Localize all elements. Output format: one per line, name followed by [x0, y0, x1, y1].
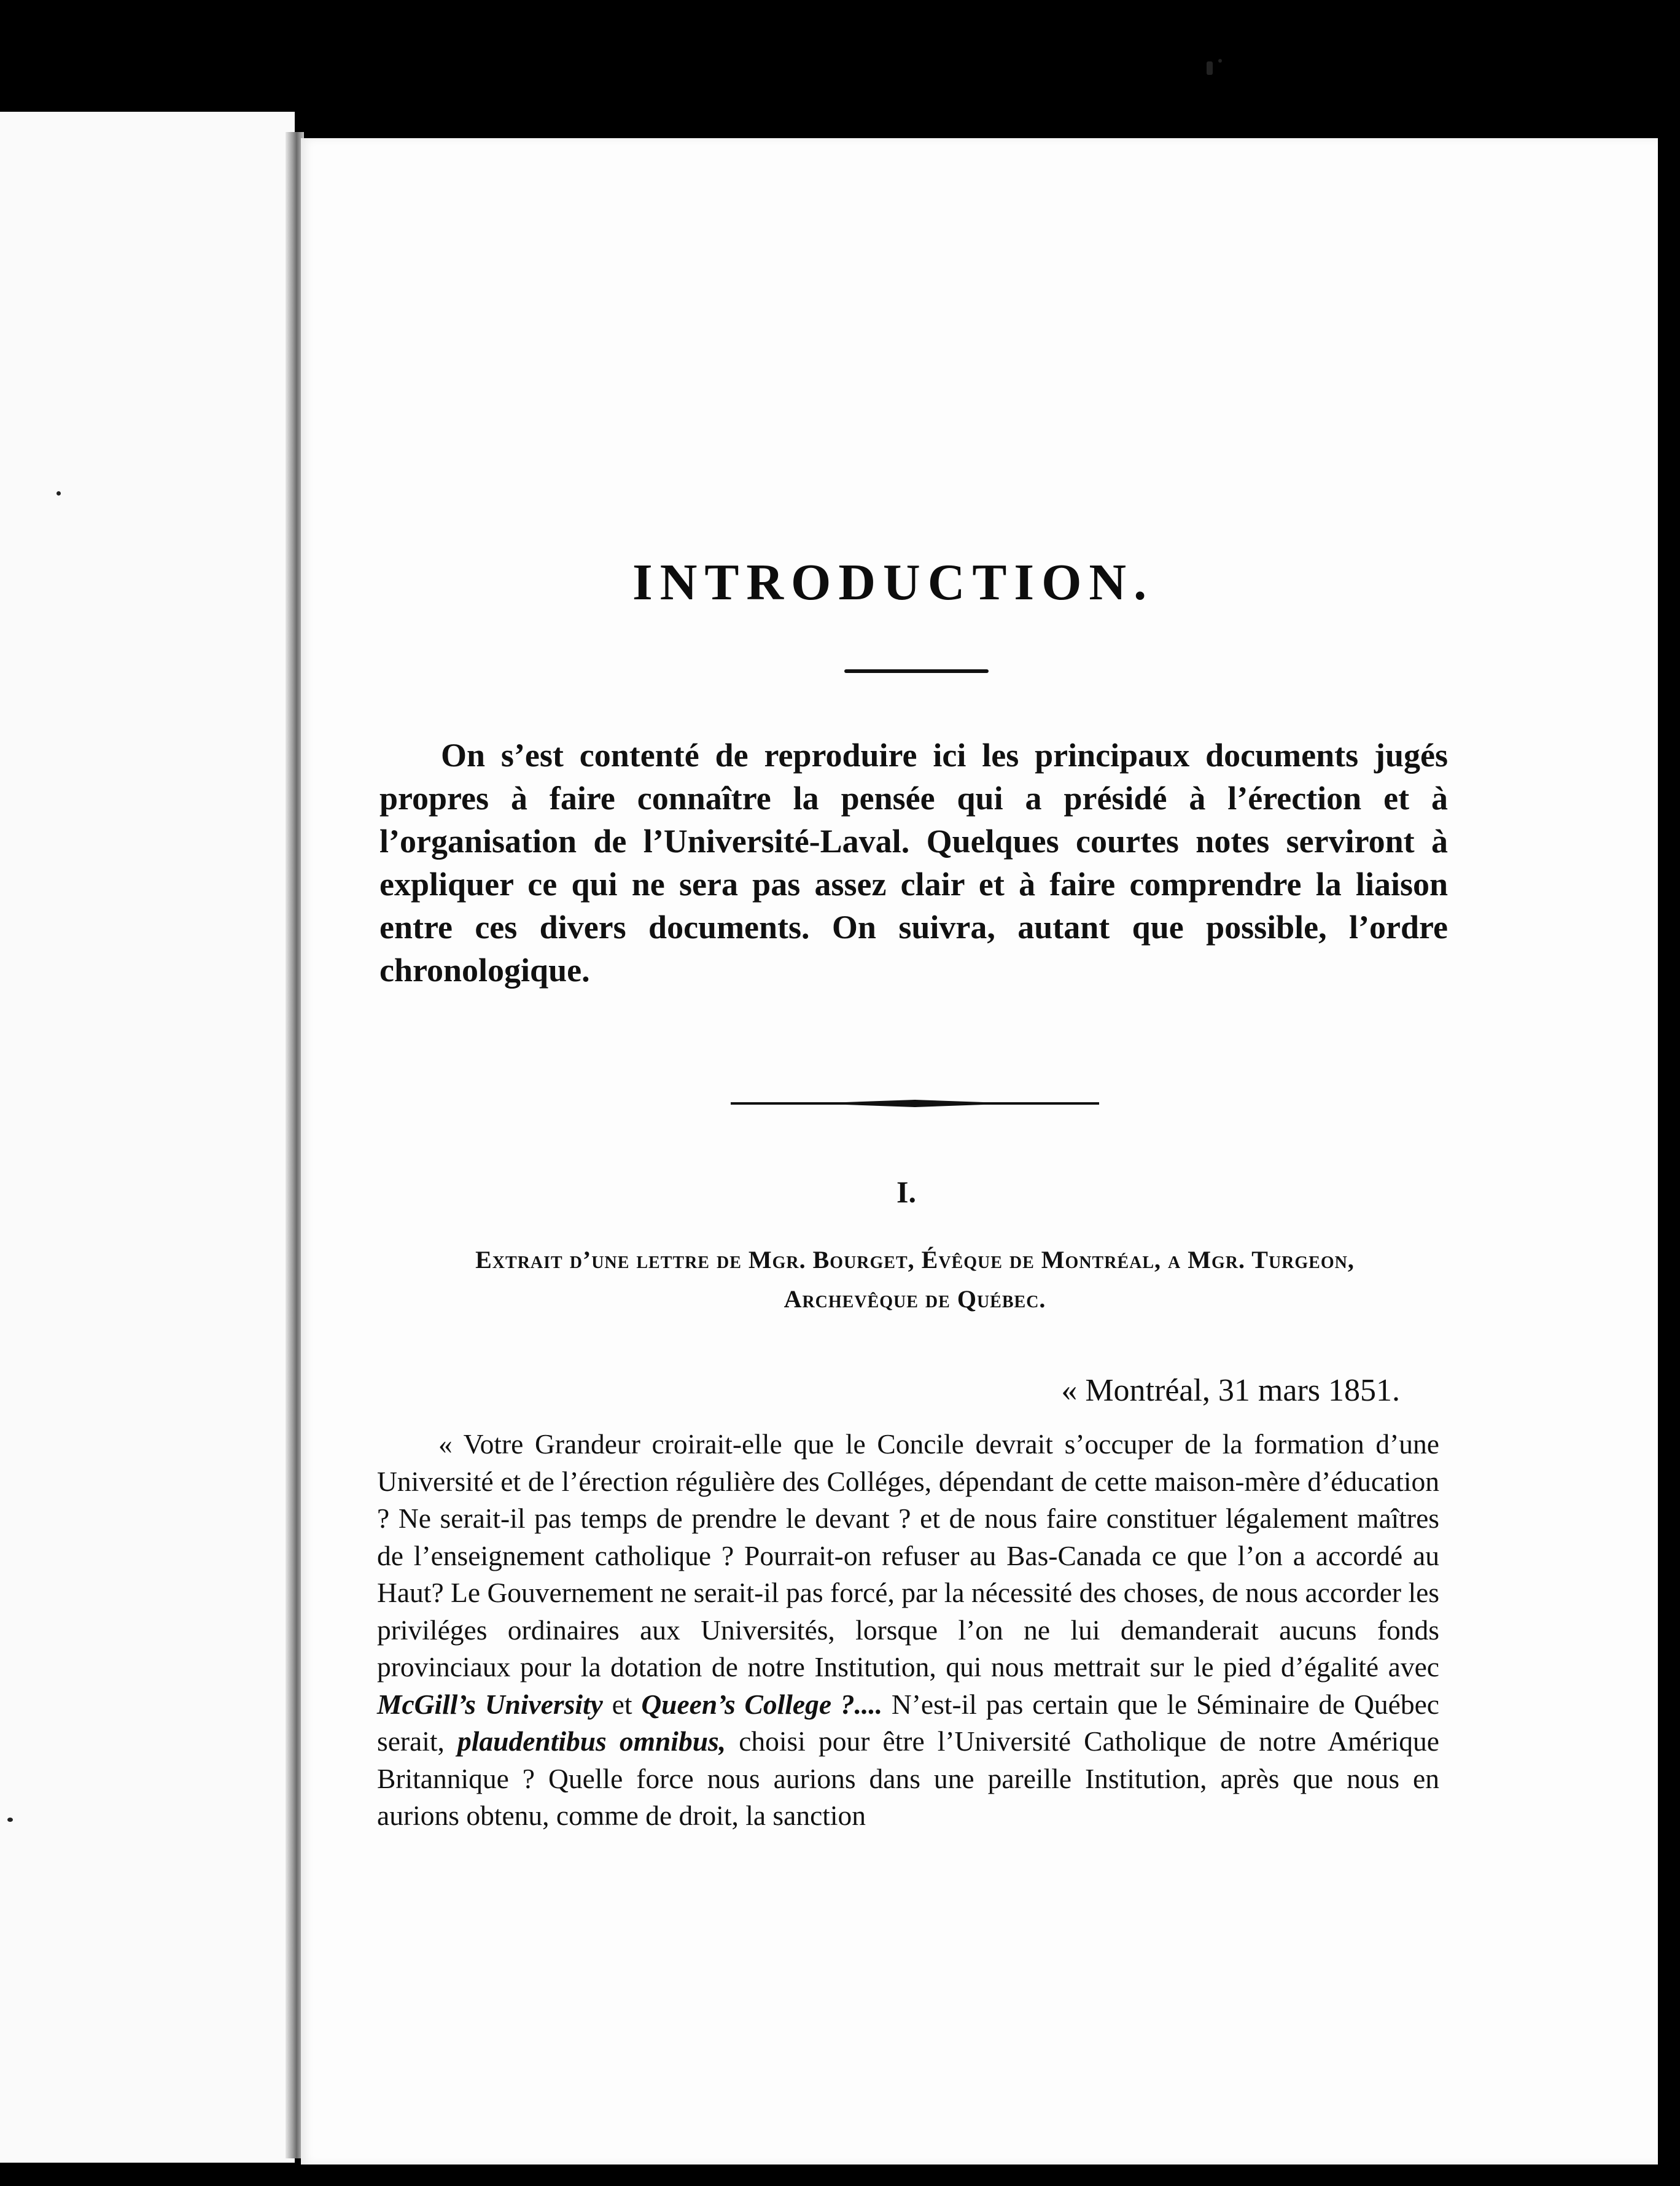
letter-heading: [418, 1240, 1412, 1319]
letter-body-text: « Votre Grandeur croirait-elle que le Concile devrait s’occuper de la formation d’une Université et de l’érection régulière des Colléges, dépendant de cette maison-mère d’éducation ? Ne serait-il pas temps de prendre le devant ? et de nous faire constituer légalement maîtres de l’enseignement catholique ? Pourrait-on refuser au Bas-Canada ce que l’on a accordé au Haut? Le Gouvernement ne serait-il pas forcé, par la nécessité des choses, de nous accorder les priviléges ordinaires aux Universités, lorsque l’on ne lui demanderait aucuns fonds provinciaux pour la dotation de notre Institution, qui nous mettrait sur le pied d’égalité avec: [377, 1428, 1439, 1682]
facing-page-left: [0, 112, 295, 2163]
letter-body-text: et: [602, 1688, 642, 1720]
scan-speck: [1218, 59, 1222, 63]
letter-body-italic: McGill’s University: [377, 1688, 603, 1720]
ornamental-rule: [731, 1099, 1099, 1108]
page-title: INTRODUCTION.: [632, 554, 1154, 611]
letter-body-text: choisi pour être l’Université Catholique de notre Amérique Britannique ? Quelle force nous aurions dans une pareille Institution, après que nous en aurions obtenu, comme de droit, la sanction: [377, 1725, 1439, 1831]
letter-body-italic: Queen’s College ?....: [641, 1688, 883, 1720]
scan-speck: [1207, 61, 1213, 75]
section-numeral: I.: [896, 1175, 916, 1209]
title-rule: [844, 669, 989, 673]
intro-paragraph: On s’est contenté de reproduire ici les principaux documents jugés propres à faire connaître la pensée qui a présidé à l’érection et à l’organisation de l’Université-Laval. Quelques courtes notes serviront à expliquer ce qui ne sera pas assez clair et à faire comprendre la liaison entre ces divers documents. On suivra, autant que possible, l’ordre chronologique.: [379, 737, 1448, 989]
letter-body-italic: plaudentibus omnibus,: [457, 1725, 726, 1757]
scan-speck: [7, 1818, 13, 1822]
letter-body: [377, 1426, 1439, 1835]
book-page: [301, 138, 1658, 2165]
letter-dateline: « Montréal, 31 mars 1851.: [1061, 1373, 1400, 1408]
scan-speck: [56, 491, 61, 496]
letter-heading-line-1: Extrait d’une lettre de Mgr. Bourget, Évêque de Montréal, a Mgr. Turgeon,: [475, 1246, 1355, 1274]
letter-heading-line-2: Archevêque de Québec.: [784, 1285, 1046, 1313]
letter-body-text: N’est-il pas certain que le Séminaire de Québec serait,: [377, 1688, 1439, 1757]
